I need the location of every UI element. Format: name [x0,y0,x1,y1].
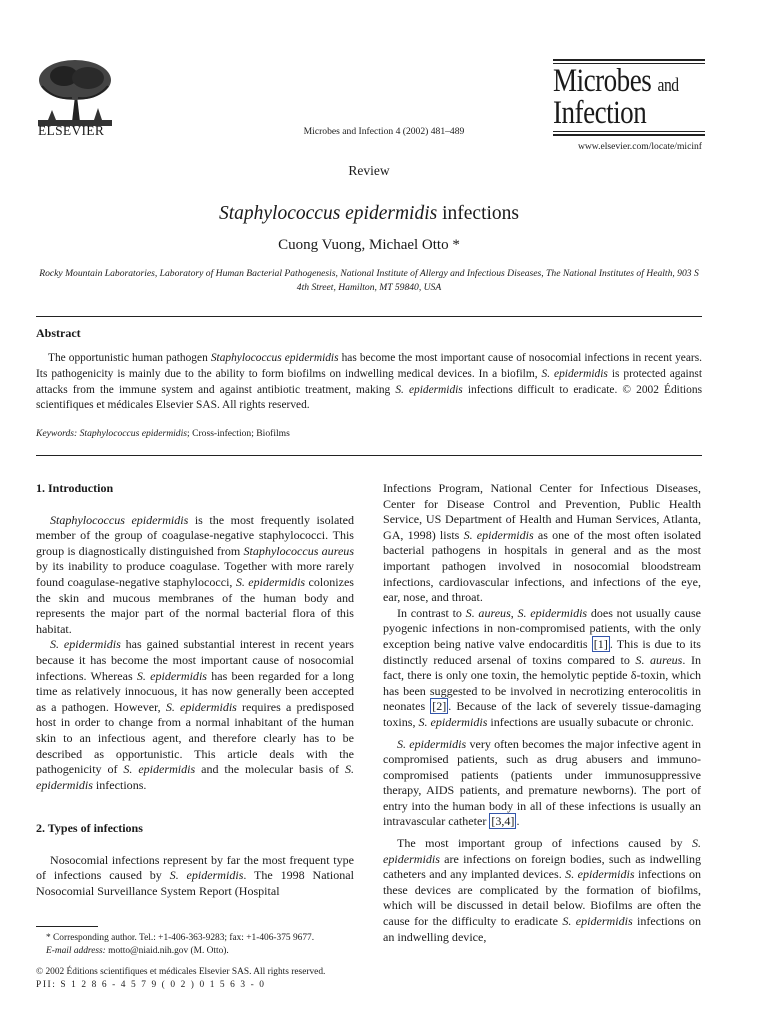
journal-title-line1: Microbes [553,63,652,99]
email-address[interactable]: motto@niaid.nih.gov (M. Otto). [105,946,229,956]
divider [36,316,702,317]
abstract-text: is protected against attacks from the immune system and against antibiotic treatment, making [36,367,702,396]
abstract-species: S. epidermidis [541,367,608,380]
section-heading: 1. Introduction [36,481,114,495]
footnote-rule [36,926,98,927]
keyword: Staphylococcus epidermidis [79,428,187,439]
email-line [36,945,314,958]
pii: PII: S 1 2 8 6 - 4 5 7 9 ( 0 2 ) 0 1 5 6 3 - 0 [36,980,266,990]
abstract-text: The opportunistic human pathogen [48,352,211,364]
right-column [383,481,701,945]
abstract-text: has become the most important cause of nosocomial infections in recent years. Its pathogenicity is mainly due to the ability to form biofilms on indwelling medical devices. In a biofilm, [36,352,702,380]
authors: Cuong Vuong, Michael Otto * [278,237,460,253]
abstract-species: S. epidermidis [395,383,463,396]
citation-link[interactable]: [1] [593,636,608,651]
abstract-text: infections difficult to eradicate. © 2002 Éditions scientifiques et médicales Elsevier SAS. All rights reserved. [36,383,702,412]
publisher-name: ELSEVIER [38,123,105,138]
citation-link[interactable]: [3,4] [491,814,515,829]
journal-title-rule [553,59,705,61]
journal-title-line2: Infection [553,95,647,131]
title-species: Staphylococcus epidermidis [218,203,438,224]
journal-title-rule [553,134,705,136]
email-label: E-mail address: [46,946,106,956]
title-rest: infections [437,203,520,224]
abstract-species: Staphylococcus epidermidis [210,352,339,364]
elsevier-tree-logo [34,56,116,130]
affiliation: Rocky Mountain Laboratories, Laboratory of Human Bacterial Pathogenesis, National Institute of Allergy and Infectious Diseases, The National Institutes of Health, 903 S 4th Street, Hamilton, MT 59840, USA [39,268,699,293]
paragraph: S. epidermidis very often becomes the major infective agent in compromised patients, such as drug abusers and immuno-compromised patients (patients under immunosuppressive therapy, AIDS patients, and premature newborns). The port of entry into the human body in all of these infections is usually an intravascular catheter [3,4] . [383,736,701,829]
paragraph: The most important group of infections caused by S. epidermidis are infections on foreign bodies, such as indwelling catheters and any implanted devices. S. epidermidis infections on these devices are complicated by the formation of biofilms, which will be discussed in detail below. Biofilms are often the cause for the difficulty to eradicate S. epidermidis infections on an indwelling device, [383,836,702,944]
footnote [36,932,314,958]
copyright [36,966,325,992]
corresponding-author: * Corresponding author. Tel.: +1-406-363-9283; fax: +1-406-375 9677. [46,933,315,943]
journal-title-and: and [657,75,679,96]
journal-citation: Microbes and Infection 4 (2002) 481–489 [303,126,465,137]
paragraph: Nosocomial infections represent by far the most frequent type of infections caused by S. epidermidis. The 1998 National Nosocomial Surveillance System Report (Hospital [36,852,354,898]
keyword: ; Cross-infection; Biofilms [187,428,290,439]
paragraph: Staphylococcus epidermidis is the most frequently isolated member of the group of coagulase-negative staphylococci. This group is diagnostically distinguished from Staphylococcus aureus by its inability to produce coagulase. Together with more rarely found coagulase-negative staphylococci, S. epidermidis colonizes the skin and mucous membranes of the human body and represents the major part of the normal bacterial flora of this habitat. [36,512,355,636]
copyright-text: © 2002 Éditions scientifiques et médicales Elsevier SAS. All rights reserved. [36,967,326,977]
paragraph: In contrast to S. aureus, S. epidermidis does not usually cause pyogenic infections in non-compromised patients, with the only exception being native valve endocarditis [1] . This is due to its distinctly reduced arsenal of toxins compared to S. aureus. In fact, there is only one toxin, the hemolytic peptide δ-toxin, which has been suggested to be involved in necrotizing enterocolitis in neonates [2] . Because of the lack of severely tissue-damaging toxins, S. epidermidis infections are usually subacute or chronic. [383,605,702,729]
paragraph: Infections Program, National Center for Infectious Diseases, Center for Disease Control and Prevention, Public Health Service, US Department of Health and Human Services, Atlanta, GA, 1998) lists S. epidermidis as one of the most often isolated bacterial pathogens in hospitals in general and as the most important pathogen involved in nosocomial bloodstream infections, cardiovascular infections, and infections of the eye, ear, nose, and throat. [383,481,701,605]
article-title [0,203,738,225]
paragraph: S. epidermidis has gained substantial interest in recent years because it has become the most important cause of nosocomial infections. Whereas S. epidermidis has been regarded for a long time as relatively innocuous, it has now generally been accepted as a pathogen. However, S. epidermidis requires a predisposed host in order to change from a normal inhabitant of the human skin to an infectious agent, and therefore clearly has to be described as opportunistic. This article deals with the pathogenicity of S. epidermidis and the molecular basis of S. epidermidis infections. [36,637,354,792]
citation-link[interactable]: [2] [432,699,447,714]
keywords [36,428,290,439]
abstract-heading: Abstract [36,326,81,340]
section-type: Review [348,163,390,178]
left-column-section2 [36,821,354,899]
left-column [36,481,354,793]
divider [36,455,702,456]
section-heading: 2. Types of infections [36,821,143,835]
journal-url[interactable]: www.elsevier.com/locate/micinf [577,141,702,152]
keywords-label: Keywords: [36,428,78,439]
journal-title-rule [553,131,705,132]
abstract-body [36,351,702,414]
